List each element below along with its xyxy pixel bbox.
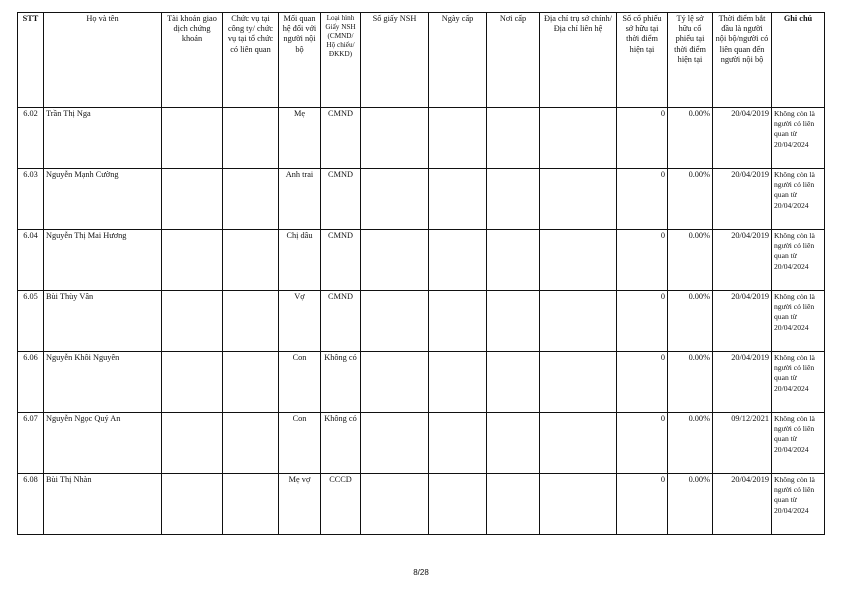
- cell-position: [223, 413, 279, 474]
- insider-relations-table: [17, 12, 825, 535]
- cell-id-no: [361, 291, 429, 352]
- cell-shares: 0: [617, 413, 668, 474]
- cell-relation: Anh trai: [279, 169, 321, 230]
- cell-start-date: 09/12/2021: [713, 413, 772, 474]
- cell-ratio: 0.00%: [668, 291, 713, 352]
- cell-start-date: 20/04/2019: [713, 108, 772, 169]
- cell-ratio: 0.00%: [668, 169, 713, 230]
- cell-note: Không còn là người có liên quan từ 20/04/2024: [772, 108, 825, 169]
- cell-note: Không còn là người có liên quan từ 20/04/2024: [772, 413, 825, 474]
- cell-id-type: CMND: [321, 169, 361, 230]
- cell-issue-date: [429, 230, 487, 291]
- cell-stt: 6.04: [18, 230, 44, 291]
- cell-issue-date: [429, 291, 487, 352]
- page-number: 8/28: [413, 568, 429, 577]
- cell-address: [540, 169, 617, 230]
- cell-relation: Con: [279, 352, 321, 413]
- cell-start-date: 20/04/2019: [713, 169, 772, 230]
- table-row: [18, 291, 825, 352]
- cell-ratio: 0.00%: [668, 413, 713, 474]
- cell-address: [540, 413, 617, 474]
- cell-relation: Con: [279, 413, 321, 474]
- cell-issue-date: [429, 352, 487, 413]
- cell-id-no: [361, 169, 429, 230]
- cell-shares: 0: [617, 230, 668, 291]
- cell-account: [162, 230, 223, 291]
- cell-start-date: 20/04/2019: [713, 230, 772, 291]
- header-name: Họ và tên: [44, 13, 162, 108]
- cell-id-type: CMND: [321, 108, 361, 169]
- header-issue-date: Ngày cấp: [429, 13, 487, 108]
- cell-note: Không còn là người có liên quan từ 20/04/2024: [772, 291, 825, 352]
- cell-position: [223, 474, 279, 535]
- header-account: Tài khoản giao dịch chứng khoán: [162, 13, 223, 108]
- cell-ratio: 0.00%: [668, 474, 713, 535]
- cell-account: [162, 474, 223, 535]
- cell-note: Không còn là người có liên quan từ 20/04/2024: [772, 169, 825, 230]
- cell-id-no: [361, 108, 429, 169]
- cell-id-no: [361, 474, 429, 535]
- cell-issue-place: [487, 413, 540, 474]
- cell-account: [162, 291, 223, 352]
- cell-shares: 0: [617, 108, 668, 169]
- cell-name: Nguyễn Ngọc Quý An: [44, 413, 162, 474]
- cell-id-type: CCCD: [321, 474, 361, 535]
- cell-relation: Chị dâu: [279, 230, 321, 291]
- cell-issue-place: [487, 291, 540, 352]
- cell-shares: 0: [617, 291, 668, 352]
- header-shares: Số cổ phiếu sở hữu tại thời điểm hiện tại: [617, 13, 668, 108]
- cell-position: [223, 352, 279, 413]
- header-position: Chức vụ tại công ty/ chức vụ tại tổ chức có liên quan: [223, 13, 279, 108]
- cell-address: [540, 230, 617, 291]
- cell-start-date: 20/04/2019: [713, 291, 772, 352]
- cell-name: Nguyễn Thị Mai Hương: [44, 230, 162, 291]
- cell-ratio: 0.00%: [668, 230, 713, 291]
- cell-ratio: 0.00%: [668, 108, 713, 169]
- cell-stt: 6.05: [18, 291, 44, 352]
- table-row: [18, 169, 825, 230]
- cell-relation: Mẹ: [279, 108, 321, 169]
- header-row: [18, 13, 825, 108]
- cell-address: [540, 108, 617, 169]
- header-issue-place: Nơi cấp: [487, 13, 540, 108]
- cell-note: Không còn là người có liên quan từ 20/04/2024: [772, 474, 825, 535]
- cell-account: [162, 413, 223, 474]
- cell-start-date: 20/04/2019: [713, 352, 772, 413]
- cell-account: [162, 169, 223, 230]
- cell-stt: 6.08: [18, 474, 44, 535]
- cell-stt: 6.02: [18, 108, 44, 169]
- cell-stt: 6.03: [18, 169, 44, 230]
- cell-issue-place: [487, 108, 540, 169]
- cell-id-type: Không có: [321, 413, 361, 474]
- cell-account: [162, 352, 223, 413]
- cell-note: Không còn là người có liên quan từ 20/04/2024: [772, 352, 825, 413]
- cell-address: [540, 352, 617, 413]
- cell-relation: Vợ: [279, 291, 321, 352]
- cell-position: [223, 291, 279, 352]
- cell-issue-date: [429, 108, 487, 169]
- header-stt: STT: [18, 13, 44, 108]
- cell-position: [223, 169, 279, 230]
- cell-account: [162, 108, 223, 169]
- cell-position: [223, 230, 279, 291]
- cell-name: Trần Thị Nga: [44, 108, 162, 169]
- cell-id-type: CMND: [321, 230, 361, 291]
- cell-name: Nguyễn Khôi Nguyên: [44, 352, 162, 413]
- cell-id-type: CMND: [321, 291, 361, 352]
- cell-issue-place: [487, 230, 540, 291]
- header-id-type: Loại hình Giấy NSH (CMND/ Hộ chiếu/ ĐKKD): [321, 13, 361, 108]
- table-row: [18, 230, 825, 291]
- table-row: [18, 108, 825, 169]
- cell-issue-place: [487, 474, 540, 535]
- cell-note: Không còn là người có liên quan từ 20/04/2024: [772, 230, 825, 291]
- cell-stt: 6.07: [18, 413, 44, 474]
- cell-issue-date: [429, 413, 487, 474]
- cell-address: [540, 291, 617, 352]
- table-body: [18, 108, 825, 535]
- cell-shares: 0: [617, 352, 668, 413]
- cell-name: Bùi Thị Nhàn: [44, 474, 162, 535]
- cell-issue-place: [487, 169, 540, 230]
- cell-issue-date: [429, 169, 487, 230]
- cell-id-no: [361, 413, 429, 474]
- header-note: Ghi chú: [772, 13, 825, 108]
- header-address: Địa chỉ trụ sở chính/Địa chỉ liên hệ: [540, 13, 617, 108]
- cell-name: Nguyễn Mạnh Cường: [44, 169, 162, 230]
- cell-issue-place: [487, 352, 540, 413]
- header-id-no: Số giấy NSH: [361, 13, 429, 108]
- cell-address: [540, 474, 617, 535]
- header-start-date: Thời điểm bắt đầu là người nội bộ/người có liên quan đến người nội bộ: [713, 13, 772, 108]
- cell-name: Bùi Thùy Vân: [44, 291, 162, 352]
- header-ratio: Tỷ lệ sở hữu cổ phiếu tại thời điểm hiện tại: [668, 13, 713, 108]
- cell-stt: 6.06: [18, 352, 44, 413]
- cell-position: [223, 108, 279, 169]
- table-row: [18, 413, 825, 474]
- cell-shares: 0: [617, 169, 668, 230]
- cell-id-type: Không có: [321, 352, 361, 413]
- cell-shares: 0: [617, 474, 668, 535]
- cell-issue-date: [429, 474, 487, 535]
- cell-id-no: [361, 230, 429, 291]
- table-row: [18, 474, 825, 535]
- cell-relation: Mẹ vợ: [279, 474, 321, 535]
- cell-start-date: 20/04/2019: [713, 474, 772, 535]
- cell-id-no: [361, 352, 429, 413]
- header-relation: Mối quan hệ đối với người nội bộ: [279, 13, 321, 108]
- table-row: [18, 352, 825, 413]
- cell-ratio: 0.00%: [668, 352, 713, 413]
